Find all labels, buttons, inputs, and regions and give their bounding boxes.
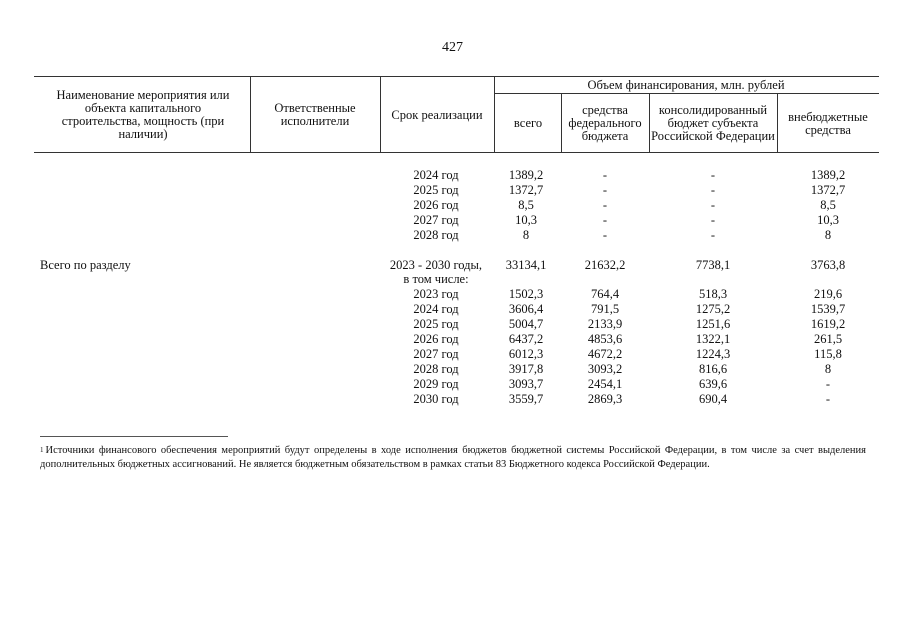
regional-cell: 816,6	[698, 362, 728, 376]
federal-cell: -	[602, 228, 608, 242]
total-cell: 8,5	[518, 198, 534, 212]
period-cell: 2027 год	[413, 347, 459, 361]
header-total: всего	[513, 116, 543, 130]
header-name: Наименование мероприятия или объекта капитального строительства, мощность (при наличии)	[56, 88, 230, 141]
header-separator-3	[494, 76, 495, 152]
header-separator-4	[561, 93, 562, 152]
period-cell: 2025 год	[413, 317, 459, 331]
regional-cell: 690,4	[698, 392, 728, 406]
total-cell: 1389,2	[508, 168, 544, 182]
federal-cell: 764,4	[590, 287, 620, 301]
footnote-separator	[40, 436, 228, 437]
period-cell: 2028 год	[413, 228, 459, 242]
federal-cell: 3093,2	[587, 362, 623, 376]
total-cell: 3559,7	[508, 392, 544, 406]
header-period: Срок реализации	[391, 107, 483, 122]
extra-cell: 8	[824, 362, 832, 376]
regional-cell: 639,6	[698, 377, 728, 391]
header-extrabudget: внебюджетные средства	[788, 109, 868, 137]
table-top-border	[34, 76, 879, 77]
total-cell: 1372,7	[508, 183, 544, 197]
total-cell: 3093,7	[508, 377, 544, 391]
total-cell: 8	[522, 228, 530, 242]
section-total-federal: 21632,2	[584, 258, 626, 272]
regional-cell: -	[710, 168, 716, 182]
extra-cell: 261,5	[813, 332, 843, 346]
period-cell: 2027 год	[413, 213, 459, 227]
extra-cell: 1619,2	[810, 317, 846, 331]
federal-cell: 2454,1	[587, 377, 623, 391]
extra-cell: 10,3	[817, 213, 839, 227]
regional-cell: -	[710, 213, 716, 227]
extra-cell: 115,8	[814, 347, 842, 361]
total-cell: 1502,3	[508, 287, 544, 301]
period-cell: 2024 год	[413, 168, 459, 182]
header-responsible: Ответственные исполнители	[274, 101, 356, 128]
total-cell: 10,3	[515, 213, 537, 227]
period-cell: 2030 год	[413, 392, 459, 406]
regional-cell: -	[710, 183, 716, 197]
total-cell: 5004,7	[508, 317, 544, 331]
extra-cell: 219,6	[813, 287, 843, 301]
federal-cell: 791,5	[590, 302, 620, 316]
section-total-regional: 7738,1	[695, 258, 731, 272]
section-total-total: 33134,1	[505, 258, 547, 272]
extra-cell: 1372,7	[810, 183, 846, 197]
regional-cell: 1275,2	[695, 302, 731, 316]
header-federal: средства федерального бюджета	[568, 103, 642, 143]
regional-cell: 1322,1	[695, 332, 731, 346]
footnote-marker: 1	[40, 446, 44, 454]
section-total-period-line2: в том числе:	[403, 272, 469, 286]
section-total-period-line1: 2023 - 2030 годы,	[389, 258, 483, 272]
period-cell: 2023 год	[413, 287, 459, 301]
extra-cell: -	[825, 377, 831, 391]
federal-cell: -	[602, 168, 608, 182]
header-separator-6	[777, 93, 778, 152]
period-cell: 2026 год	[413, 198, 459, 212]
footnote-text: Источники финансового обеспечения мероприятий будут определены в ходе исполнения бюджетов бюджетной системы Российской Федерации, в том числе за счет выделения дополнительных бюджетных ассигнований. Не является бюджетным обязательством в рамках статьи 83 Бюджетного кодекса Российской Федерации.	[40, 445, 866, 470]
regional-cell: 1224,3	[695, 347, 731, 361]
federal-cell: 2869,3	[587, 392, 623, 406]
header-separator-2	[380, 76, 381, 152]
period-cell: 2025 год	[413, 183, 459, 197]
section-total-extra: 3763,8	[810, 258, 846, 272]
federal-cell: -	[602, 183, 608, 197]
header-separator-1	[250, 76, 251, 152]
header-bottom-border	[34, 152, 879, 153]
regional-cell: -	[710, 228, 716, 242]
federal-cell: -	[602, 198, 608, 212]
extra-cell: 1539,7	[810, 302, 846, 316]
period-cell: 2028 год	[413, 362, 459, 376]
federal-cell: 2133,9	[587, 317, 623, 331]
extra-cell: 8,5	[820, 198, 836, 212]
extra-cell: 8	[824, 228, 832, 242]
federal-cell: 4672,2	[587, 347, 623, 361]
extra-cell: 1389,2	[810, 168, 846, 182]
total-cell: 3917,8	[508, 362, 544, 376]
federal-cell: -	[602, 213, 608, 227]
header-separator-5	[649, 93, 650, 152]
header-regional: консолидированный бюджет субъекта Российской Федерации	[651, 102, 775, 143]
total-cell: 6012,3	[508, 347, 544, 361]
section-total-label: Всего по разделу	[40, 258, 131, 272]
footnote	[40, 444, 866, 472]
regional-cell: 518,3	[698, 287, 728, 301]
period-cell: 2029 год	[413, 377, 459, 391]
page-number: 427	[442, 40, 463, 55]
header-funding-group: Объем финансирования, млн. рублей	[587, 78, 785, 92]
regional-cell: 1251,6	[695, 317, 731, 331]
period-cell: 2026 год	[413, 332, 459, 346]
total-cell: 6437,2	[508, 332, 544, 346]
regional-cell: -	[710, 198, 716, 212]
period-cell: 2024 год	[413, 302, 459, 316]
federal-cell: 4853,6	[587, 332, 623, 346]
total-cell: 3606,4	[508, 302, 544, 316]
extra-cell: -	[825, 392, 831, 406]
